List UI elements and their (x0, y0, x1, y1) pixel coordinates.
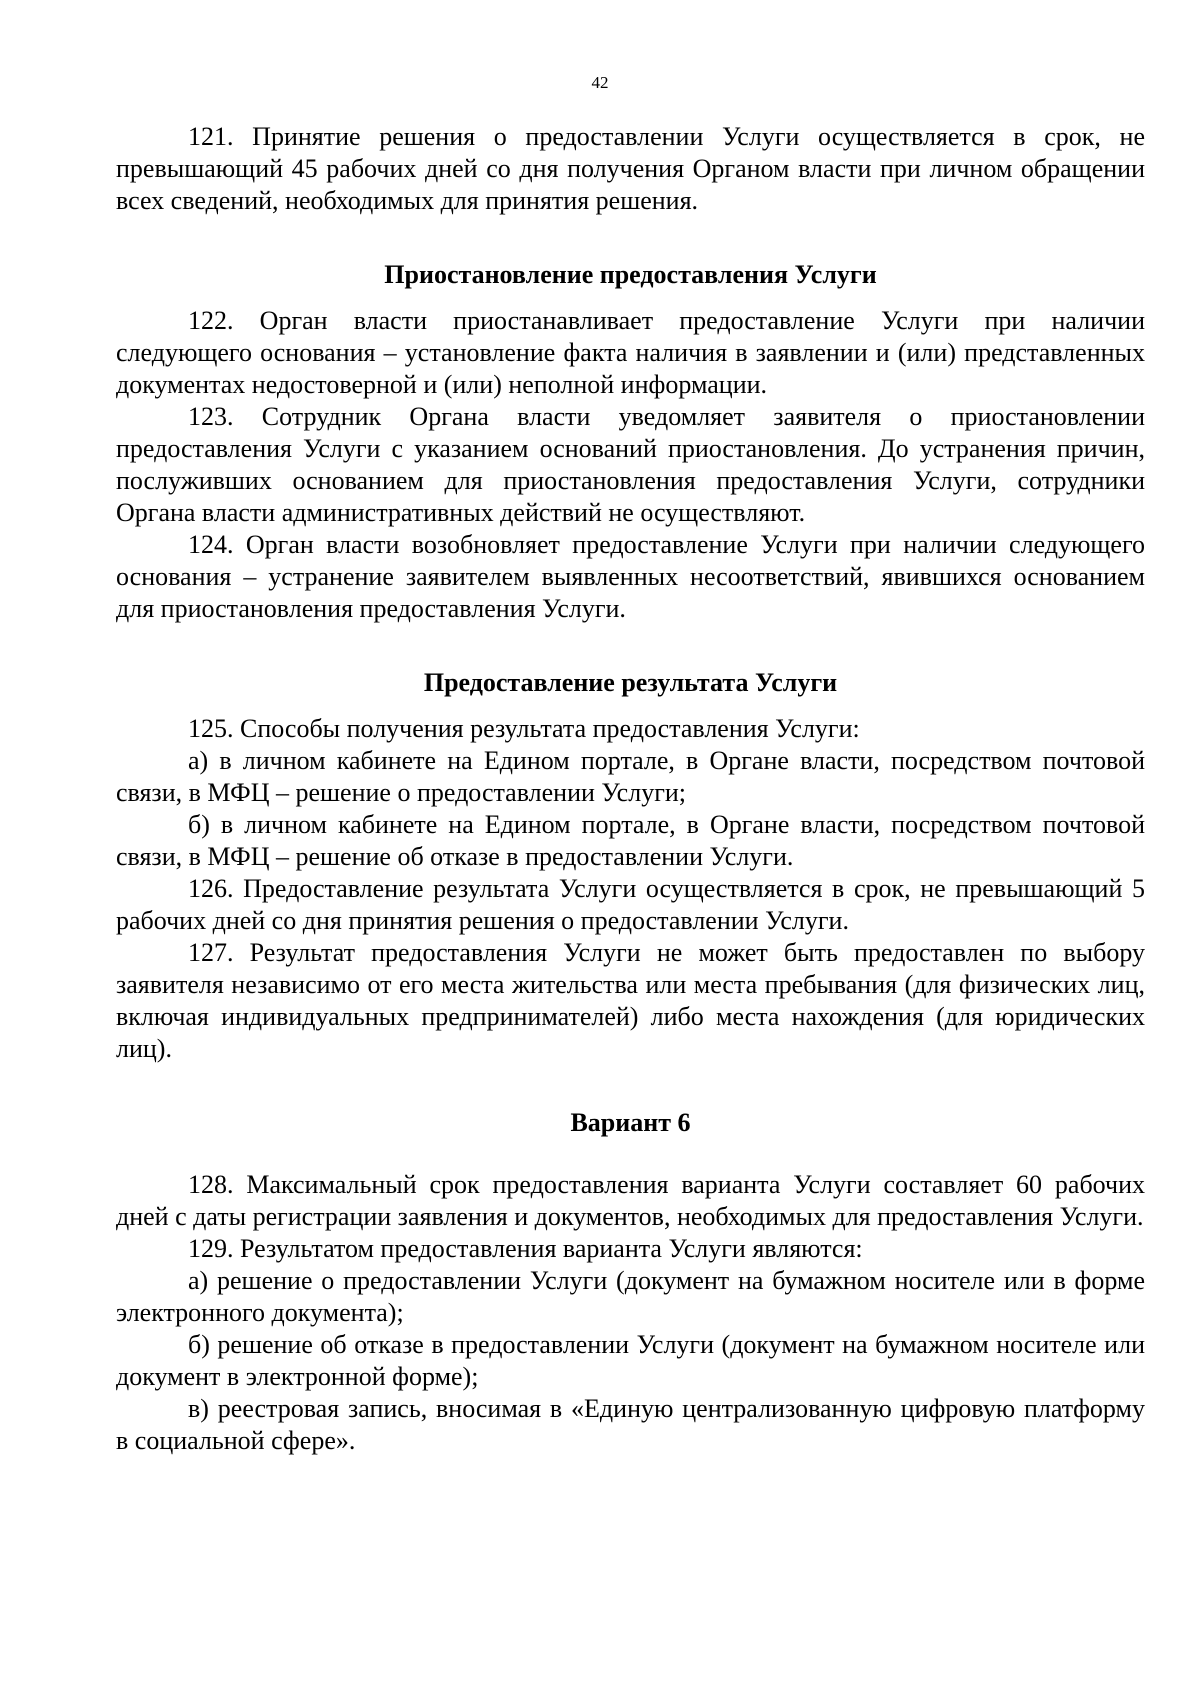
paragraph-129-a: а) решение о предоставлении Услуги (документ на бумажном носителе или в форме электронного документа); (116, 1266, 1145, 1327)
section-heading-suspension: Приостановление предоставления Услуги (384, 260, 877, 289)
document-body (116, 121, 1145, 1457)
paragraph-125-b: б) в личном кабинете на Едином портале, в Органе власти, посредством почтовой связи, в МФЦ – решение об отказе в предоставлении Услуги. (116, 810, 1145, 871)
paragraph-127: 127. Результат предоставления Услуги не может быть предоставлен по выбору заявителя независимо от его места жительства или места пребывания (для физических лиц, включая индивидуальных предпринимателей) либо места нахождения (для юридических лиц). (116, 938, 1145, 1063)
paragraph-128: 128. Максимальный срок предоставления варианта Услуги составляет 60 рабочих дней с даты регистрации заявления и документов, необходимых для предоставления Услуги. (116, 1170, 1145, 1231)
paragraph-126: 126. Предоставление результата Услуги осуществляется в срок, не превышающий 5 рабочих дней со дня принятия решения о предоставлении Услуги. (116, 874, 1145, 935)
paragraph-123: 123. Сотрудник Органа власти уведомляет заявителя о приостановлении предоставления Услуги с указанием оснований приостановления. До устранения причин, послуживших основанием для приостановления предоставления Услуги, сотрудники Органа власти административных действий не осуществляют. (116, 402, 1145, 527)
section-variant-6-body (116, 1169, 1145, 1457)
section-heading-variant-6: Вариант 6 (570, 1108, 691, 1137)
paragraph-125-a: а) в личном кабинете на Едином портале, в Органе власти, посредством почтовой связи, в МФЦ – решение о предоставлении Услуги; (116, 746, 1145, 807)
paragraph-125: 125. Способы получения результата предоставления Услуги: (188, 714, 860, 743)
paragraph-122: 122. Орган власти приостанавливает предоставление Услуги при наличии следующего основания – установление факта наличия в заявлении и (или) представленных документах недостоверной и (или) неполной информации. (116, 306, 1145, 399)
paragraph-121: 121. Принятие решения о предоставлении Услуги осуществляется в срок, не превышающий 45 рабочих дней со дня получения Органом власти при личном обращении всех сведений, необходимых для принятия решения. (116, 122, 1145, 215)
paragraph-129: 129. Результатом предоставления варианта Услуги являются: (188, 1234, 863, 1263)
section-suspension-body (116, 305, 1145, 625)
page-number: 42 (591, 73, 609, 92)
paragraph-129-c: в) реестровая запись, вносимая в «Единую централизованную цифровую платформу в социальной сфере». (116, 1394, 1145, 1455)
section-heading-result-delivery: Предоставление результата Услуги (423, 668, 838, 697)
section-result-delivery-body (116, 713, 1145, 1065)
paragraph-124: 124. Орган власти возобновляет предоставление Услуги при наличии следующего основания – устранение заявителем выявленных несоответствий, явившихся основанием для приостановления предоставления Услуги. (116, 530, 1145, 623)
paragraph-129-b: б) решение об отказе в предоставлении Услуги (документ на бумажном носителе или документ в электронной форме); (116, 1330, 1145, 1391)
